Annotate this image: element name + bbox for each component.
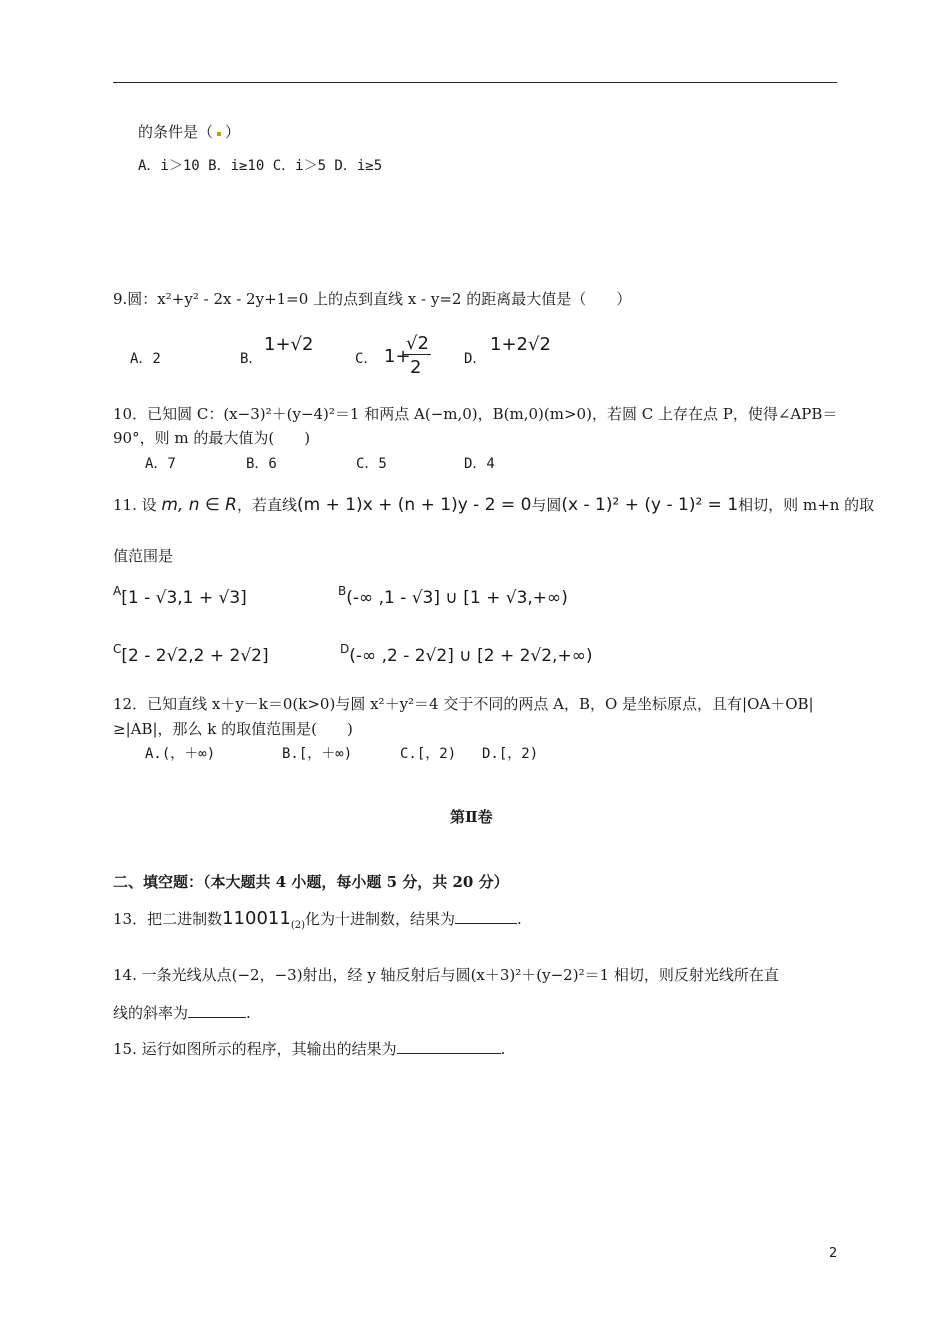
header-rule	[113, 82, 837, 83]
q12-option-a: A.(，＋∞)	[145, 746, 216, 762]
q8-options: A．i＞10 B．i≥10 C．i＞5 D．i≥5	[138, 158, 383, 174]
q10-option-d: D．4	[464, 456, 495, 472]
fill-in-heading: 二、填空题：（本大题共 4 小题，每小题 5 分，共 20 分）	[113, 873, 509, 891]
q11-line2: 值范围是	[113, 547, 174, 565]
section-title: 第Ⅱ卷	[450, 808, 493, 826]
q9-option-b-math: 1+√2	[264, 334, 314, 355]
q14-line1: 14. 一条光线从点(−2，−3)射出，经 y 轴反射后与圆(x＋3)²＋(y−2)²＝1 相切，则反射光线所在直	[113, 966, 779, 984]
q9-option-d-math: 1+2√2	[490, 334, 551, 355]
q11-set: m, n ∈ R	[161, 495, 237, 515]
q10-option-a: A．7	[145, 456, 176, 472]
q10-line1: 10．已知圆 C：(x−3)²＋(y−4)²＝1 和两点 A(−m,0)，B(m,0)(m>0)，若圆 C 上存在点 P，使得∠APB＝	[113, 405, 838, 423]
q11-option-a: $^A$[1 - √3,1 + √3]	[113, 584, 247, 608]
q9-option-c-denominator: 2	[410, 357, 422, 378]
q15: 15. 运行如图所示的程序，其输出的结果为 .	[113, 1040, 506, 1058]
q12-option-d: D.[，2)	[482, 746, 539, 762]
q13: 13．把二进制数$110011_{(2)}$化为十进制数，结果为 .	[113, 908, 522, 931]
q11-option-c: $^C$[2 - 2√2,2 + 2√2]	[113, 642, 269, 666]
q11-circle-equation: (x - 1)² + (y - 1)² = 1	[561, 495, 739, 515]
q9-option-a: A．2	[130, 351, 161, 367]
q11-line1: 11. 设 m, n ∈ R，若直线(m + 1)x + (n + 1)y - 2 = 0与圆(x - 1)² + (y - 1)² = 1相切，则 m+n 的取	[113, 495, 875, 515]
q11-line-equation: (m + 1)x + (n + 1)y - 2 = 0	[297, 495, 532, 515]
q9-option-d-label: D．	[464, 351, 487, 367]
q9-stem: 9.圆：x²+y² - 2x - 2y+1=0 上的点到直线 x - y=2 的距离最大值是（ ）	[113, 290, 632, 308]
mark-dot	[217, 132, 221, 136]
q15-answer-blank	[397, 1039, 501, 1054]
q11-option-b: $^B$(-∞ ,1 - √3] ∪ [1 + √3,+∞)	[338, 584, 568, 608]
q8-continuation: 的条件是（ ）	[138, 123, 241, 141]
q11-option-d: $^D$(-∞ ,2 - 2√2] ∪ [2 + 2√2,+∞)	[340, 642, 593, 666]
q13-binary-number: 110011	[222, 908, 291, 929]
q12-option-b: B.[，＋∞)	[282, 746, 353, 762]
q12-option-c: C.[，2)	[400, 746, 457, 762]
page-number: 2	[829, 1246, 838, 1261]
q14-answer-blank	[188, 1003, 246, 1018]
q10-option-b: B．6	[246, 456, 277, 472]
q9-option-b-label: B．	[240, 351, 263, 367]
q9-option-c-numerator: √2	[406, 333, 429, 354]
q10-line2: 90°，则 m 的最大值为( )	[113, 429, 311, 447]
q12-line2: ≥|AB|，那么 k 的取值范围是( )	[113, 720, 353, 738]
q9-option-c-whole: 1+	[384, 346, 411, 367]
q13-base: (2)	[290, 920, 305, 931]
q10-option-c: C．5	[356, 456, 387, 472]
q13-answer-blank	[455, 909, 517, 924]
q12-line1: 12．已知直线 x＋y－k＝0(k>0)与圆 x²＋y²＝4 交于不同的两点 A，B，O 是坐标原点，且有|OA＋OB|	[113, 695, 814, 713]
q9-option-c-label: C．	[355, 351, 378, 367]
q14-line2: 线的斜率为 .	[113, 1004, 251, 1022]
